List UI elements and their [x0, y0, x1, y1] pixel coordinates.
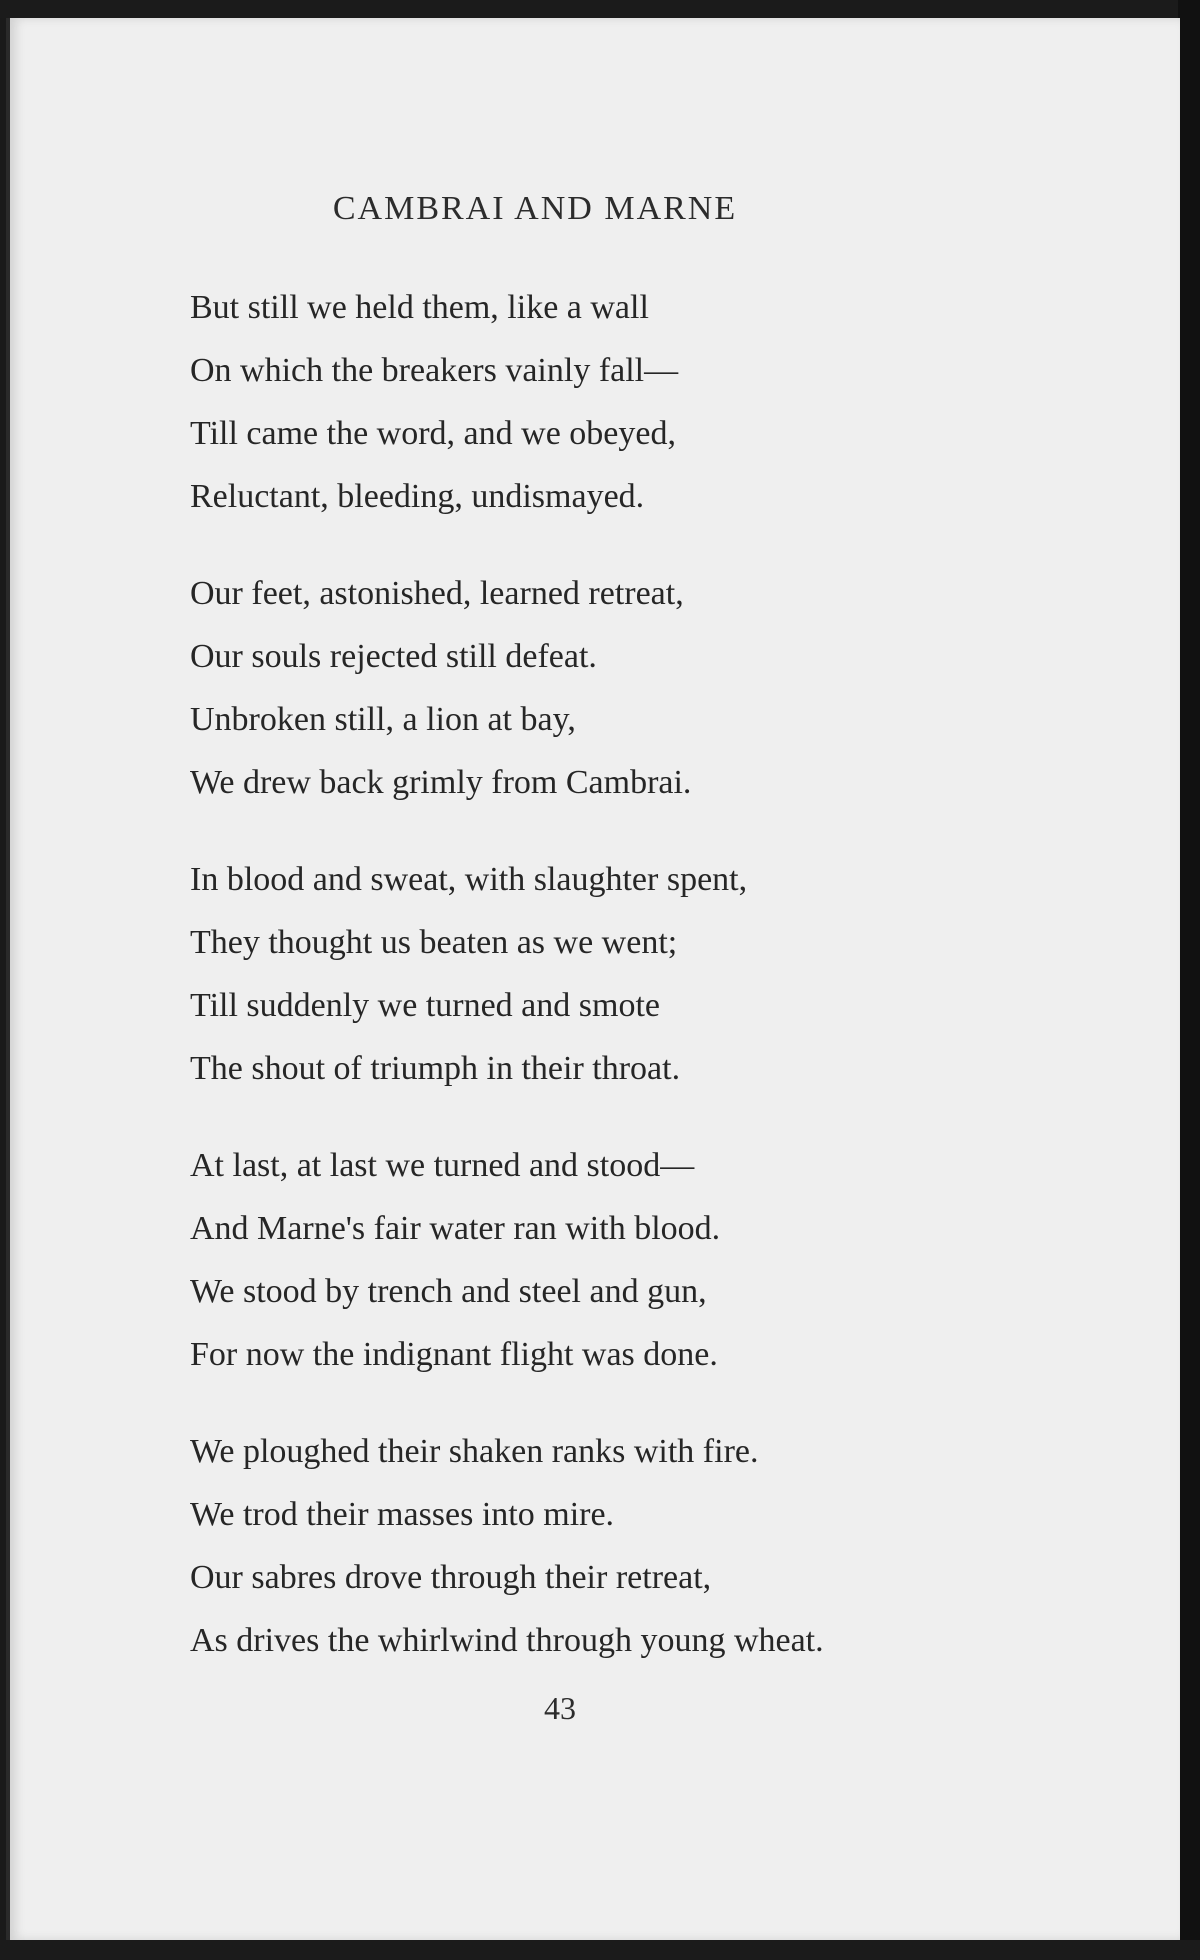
stanza [190, 1134, 990, 1386]
poem-line: Unbroken still, a lion at bay, [190, 701, 576, 738]
poem-line: The shout of triumph in their throat. [190, 1050, 681, 1087]
scan-bottom-border [0, 1940, 1200, 1960]
poem-line: We ploughed their shaken ranks with fire. [190, 1433, 759, 1470]
poem-line: We stood by trench and steel and gun, [190, 1273, 707, 1310]
stanza [190, 562, 990, 814]
poem-line: As drives the whirlwind through young wheat. [190, 1622, 824, 1659]
scan-right-border [1178, 0, 1200, 1960]
page-number: 43 [544, 1690, 576, 1726]
stanza [190, 1420, 990, 1672]
poem-line: Reluctant, bleeding, undismayed. [190, 478, 645, 515]
poem-line: For now the indignant flight was done. [190, 1336, 718, 1373]
poem-line: Our sabres drove through their retreat, [190, 1559, 712, 1596]
scan-top-border [0, 0, 1200, 18]
page-title: CAMBRAI AND MARNE [332, 190, 738, 227]
stanza [190, 848, 990, 1100]
poem-line: Till suddenly we turned and smote [190, 987, 660, 1024]
poem-line: On which the breakers vainly fall— [190, 352, 679, 389]
poem-line: We drew back grimly from Cambrai. [190, 764, 692, 801]
poem-line: Our souls rejected still defeat. [190, 638, 597, 675]
poem-body [190, 276, 990, 1706]
poem-line: They thought us beaten as we went; [190, 924, 678, 961]
book-page [6, 18, 1180, 1940]
poem-line: We trod their masses into mire. [190, 1496, 615, 1533]
poem-line: At last, at last we turned and stood— [190, 1147, 695, 1184]
poem-line: But still we held them, like a wall [190, 289, 649, 326]
stanza [190, 276, 990, 528]
poem-line: In blood and sweat, with slaughter spent, [190, 861, 748, 898]
poem-line: And Marne's fair water ran with blood. [190, 1210, 721, 1247]
poem-line: Till came the word, and we obeyed, [190, 415, 676, 452]
poem-line: Our feet, astonished, learned retreat, [190, 575, 684, 612]
